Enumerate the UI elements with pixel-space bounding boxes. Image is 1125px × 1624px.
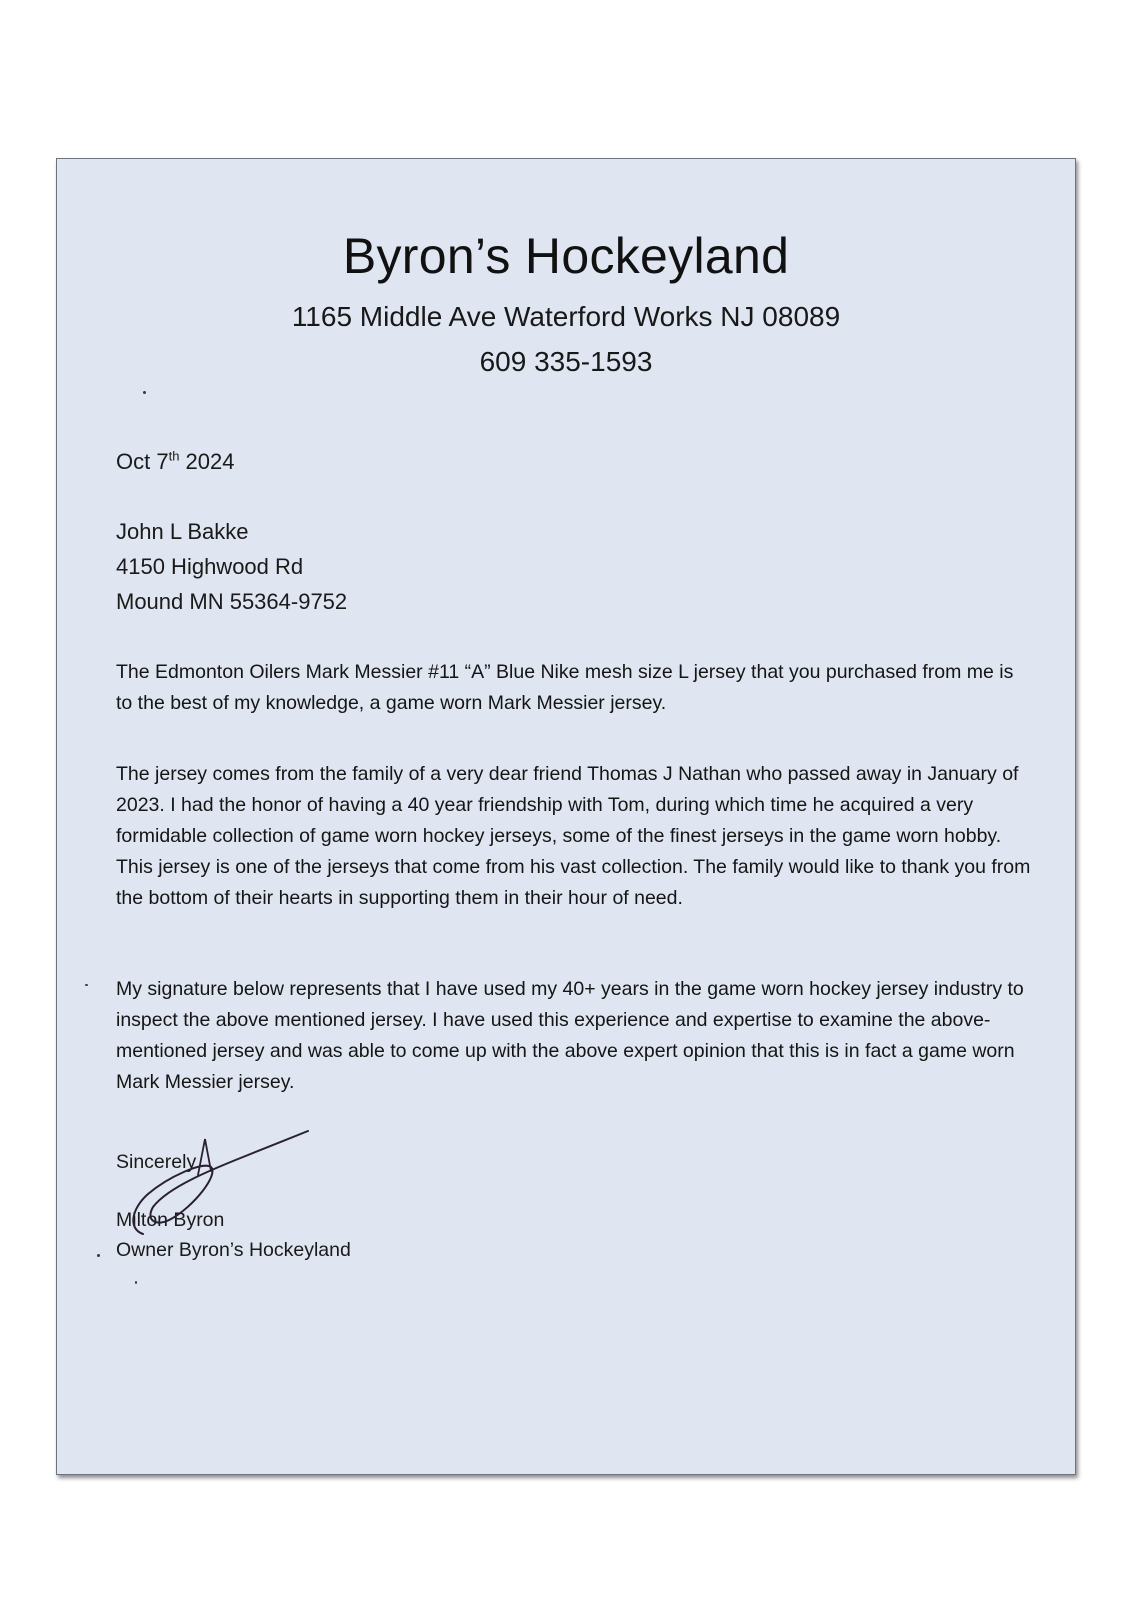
- scan-speck: [135, 1281, 137, 1284]
- company-address: 1165 Middle Ave Waterford Works NJ 08089: [291, 301, 841, 332]
- scan-speck: [97, 1254, 100, 1257]
- company-name: Byron’s Hockeyland: [342, 228, 790, 284]
- recipient-city: Mound MN 55364-9752: [116, 589, 348, 614]
- date-month-day: Oct 7: [116, 449, 169, 474]
- recipient-address: [116, 514, 347, 619]
- letter-date: [116, 449, 234, 475]
- date-ordinal: th: [168, 448, 180, 464]
- handwritten-signature: [93, 1109, 333, 1259]
- body-paragraph-1: The Edmonton Oilers Mark Messier #11 “A” Blue Nike mesh size L jersey that you purchased from me is to the best of my knowledge, a game worn Mark Messier jersey.: [116, 661, 1014, 714]
- scan-speck: [143, 391, 146, 394]
- body-paragraph-2: The jersey comes from the family of a very dear friend Thomas J Nathan who passed away in January of 2023. I had the honor of having a 40 year friendship with Tom, during which time he acquired a very formidable collection of game worn hockey jerseys, some of the finest jerseys in the game worn hobby. This jersey is one of the jerseys that come from his vast collection. The family would like to thank you from the bottom of their hearts in supporting them in their hour of need.: [116, 763, 1031, 909]
- company-phone: 609 335-1593: [479, 346, 653, 377]
- closing-salutation: Sincerely: [116, 1151, 197, 1173]
- signer-name: Milton Byron: [116, 1209, 225, 1231]
- recipient-name: John L Bakke: [116, 519, 249, 544]
- recipient-street: 4150 Highwood Rd: [116, 554, 304, 579]
- date-year: 2024: [179, 449, 235, 474]
- letter-page: [56, 158, 1076, 1475]
- body-paragraph-3: My signature below represents that I have used my 40+ years in the game worn hockey jersey industry to inspect the above mentioned jersey. I have used this experience and expertise to examine the above-mentioned jersey and was able to come up with the above expert opinion that this is in fact a game worn Mark Messier jersey.: [116, 978, 1024, 1093]
- scan-speck: [85, 984, 88, 986]
- signer-title: Owner Byron’s Hockeyland: [116, 1239, 351, 1261]
